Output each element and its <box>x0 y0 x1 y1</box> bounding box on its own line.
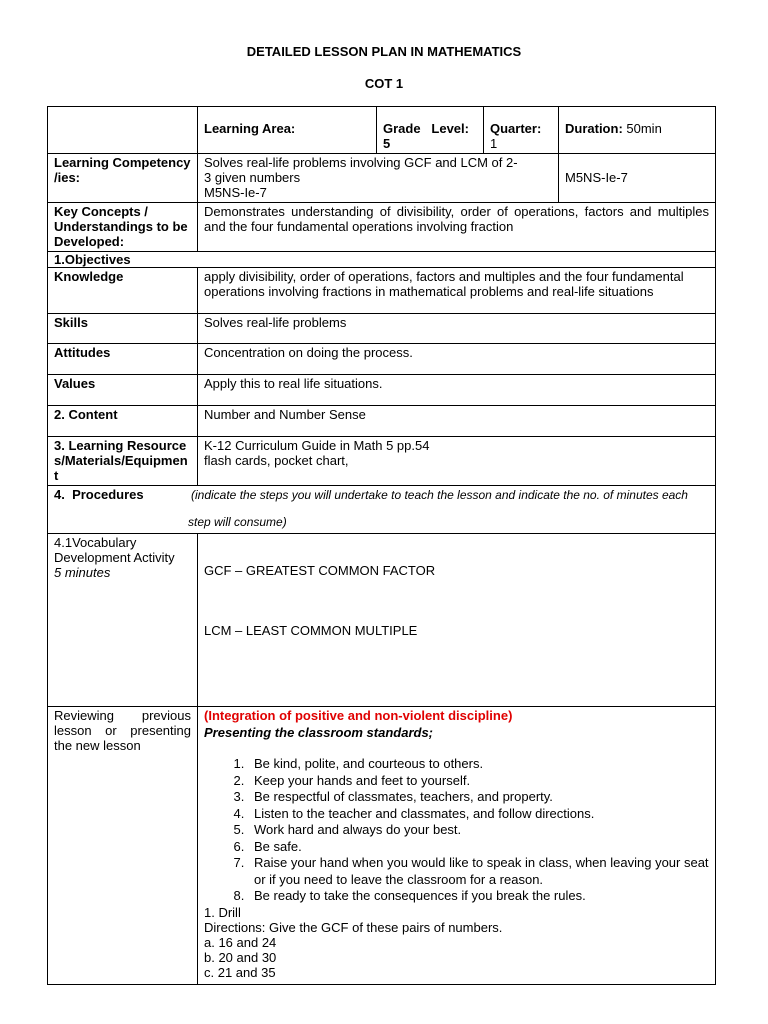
procedures-note-line-1: (indicate the steps you will undertake to teach the lesson and indicate the no. of minutes each <box>191 488 688 502</box>
objectives-heading: 1.Objectives <box>48 252 716 268</box>
drill-item: b. 20 and 30 <box>204 949 277 965</box>
skills-text: Solves real-life problems <box>198 314 716 344</box>
values-row <box>48 375 716 406</box>
resources-line-2: flash cards, pocket chart, <box>204 453 349 468</box>
reviewing-label: Reviewing previous lesson or presenting the new lesson <box>48 707 198 985</box>
resources-label: 3. Learning Resources/Materials/Equipment <box>48 437 198 486</box>
competency-text-line-3: M5NS-Ie-7 <box>204 185 267 200</box>
standard-item: 3. Be respectful of classmates, teachers, and property. <box>248 789 709 806</box>
presenting-standards: Presenting the classroom standards; <box>204 725 434 740</box>
header-empty-cell <box>48 107 198 154</box>
lesson-plan-table <box>47 106 716 985</box>
knowledge-row <box>48 268 716 314</box>
knowledge-text: apply divisibility, order of operations, factors and multiples and the four fundamental operations involving fractions in mathematical problems and real-life situations <box>198 268 716 314</box>
competency-text-line-1: Solves real-life problems involving GCF and LCM of 2- <box>204 155 518 170</box>
values-label: Values <box>48 375 198 406</box>
drill-item: a. 16 and 24 <box>204 934 277 950</box>
competency-code: M5NS-Ie-7 <box>559 154 716 203</box>
classroom-standards-list <box>204 756 709 905</box>
attitudes-label: Attitudes <box>48 344 198 375</box>
procedures-cell <box>48 486 716 534</box>
reviewing-row <box>48 707 716 985</box>
competency-label: Learning Competency /ies: <box>48 154 198 203</box>
key-concepts-row <box>48 203 716 252</box>
integration-note: (Integration of positive and non-violent discipline) <box>204 708 513 723</box>
vocabulary-gcf: GCF – GREATEST COMMON FACTOR <box>204 563 436 578</box>
resources-line-1: K-12 Curriculum Guide in Math 5 pp.54 <box>204 438 430 453</box>
procedures-label: 4. Procedures <box>54 487 144 502</box>
duration-cell <box>559 107 716 154</box>
content-row <box>48 406 716 437</box>
vocabulary-minutes: 5 minutes <box>54 565 111 580</box>
procedures-note-line-2: step will consume) <box>188 515 287 529</box>
standard-item: 1. Be kind, polite, and courteous to others. <box>248 756 709 773</box>
document-subtitle: COT 1 <box>364 76 404 91</box>
vocabulary-content-cell <box>198 534 716 707</box>
drill-item: c. 21 and 35 <box>204 964 276 980</box>
standard-item: 6. Be safe. <box>248 839 709 856</box>
standard-item: 5. Work hard and always do your best. <box>248 822 709 839</box>
knowledge-label: Knowledge <box>48 268 198 314</box>
reviewing-content-cell <box>198 707 716 985</box>
learning-area-cell <box>198 107 377 154</box>
drill-heading: 1. Drill <box>204 904 241 920</box>
document-title: DETAILED LESSON PLAN IN MATHEMATICS <box>246 44 522 59</box>
quarter-cell <box>484 107 559 154</box>
learning-area-label: Learning Area: <box>204 121 296 136</box>
attitudes-text: Concentration on doing the process. <box>198 344 716 375</box>
competency-row <box>48 154 716 203</box>
grade-level-cell <box>377 107 484 154</box>
values-text: Apply this to real life situations. <box>198 375 716 406</box>
quarter-value: 1 <box>490 136 498 151</box>
content-text: Number and Number Sense <box>198 406 716 437</box>
header-row <box>48 107 716 154</box>
resources-row <box>48 437 716 486</box>
skills-row <box>48 314 716 344</box>
key-concepts-text: Demonstrates understanding of divisibility, order of operations, factors and multiples and the four fundamental operations involving fraction <box>198 203 716 252</box>
duration-value: 50min <box>622 121 662 136</box>
standard-item: 4. Listen to the teacher and classmates, and follow directions. <box>248 806 709 823</box>
duration-label: Duration: <box>565 121 623 136</box>
skills-label: Skills <box>48 314 198 344</box>
attitudes-row <box>48 344 716 375</box>
grade-level-label: Grade Level: <box>383 121 469 136</box>
standard-item: 2. Keep your hands and feet to yourself. <box>248 773 709 790</box>
standard-item: 7. Raise your hand when you would like to speak in class, when leaving your seat or if you need to leave the classroom for a reason. <box>248 855 709 888</box>
grade-level-value: 5 <box>383 136 391 151</box>
competency-text-line-2: 3 given numbers <box>204 170 301 185</box>
vocabulary-label-cell <box>48 534 198 707</box>
procedures-row <box>48 486 716 534</box>
drill-directions: Directions: Give the GCF of these pairs of numbers. <box>204 919 503 935</box>
objectives-heading-row <box>48 252 716 268</box>
standard-item: 8. Be ready to take the consequences if you break the rules. <box>248 888 709 905</box>
vocabulary-label: 4.1Vocabulary Development Activity <box>54 535 175 565</box>
resources-cell <box>198 437 716 486</box>
competency-text-cell <box>198 154 559 203</box>
vocabulary-lcm: LCM – LEAST COMMON MULTIPLE <box>204 623 418 638</box>
vocabulary-row <box>48 534 716 707</box>
content-label: 2. Content <box>48 406 198 437</box>
quarter-label: Quarter: <box>490 121 542 136</box>
key-concepts-label: Key Concepts / Understandings to be Developed: <box>48 203 198 252</box>
